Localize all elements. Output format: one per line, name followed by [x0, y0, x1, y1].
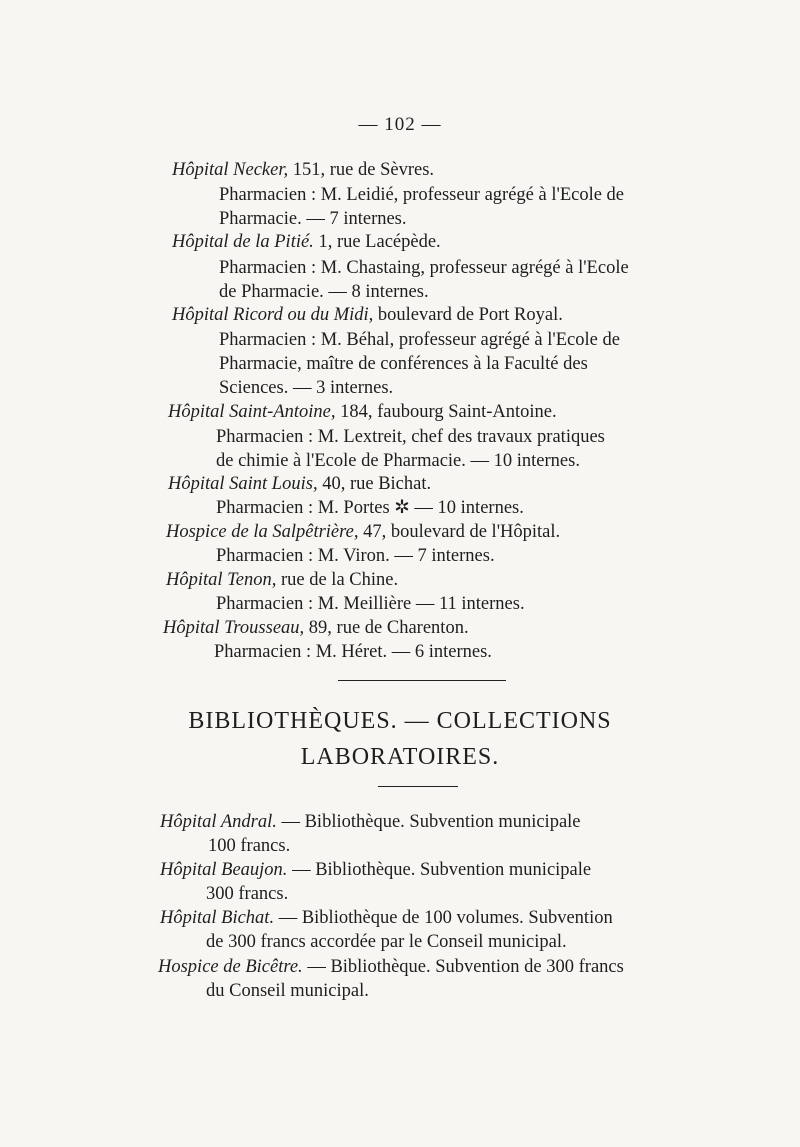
hospital-detail-line: Pharmacien : M. Meillière — 11 internes.	[216, 594, 525, 614]
library-description: — Bibliothèque. Subvention municipale	[287, 860, 592, 880]
library-detail-line: de 300 francs accordée par le Conseil municipal.	[206, 932, 567, 952]
hospital-heading	[172, 230, 441, 254]
library-entry-first-line	[160, 906, 613, 930]
library-hospital-name: Hospice de Bicêtre.	[158, 957, 303, 977]
library-hospital-name: Hôpital Bichat.	[160, 908, 275, 928]
hospital-detail-line: Pharmacie. — 7 internes.	[219, 209, 407, 229]
hospital-address: 47, boulevard de l'Hôpital.	[358, 522, 561, 542]
hospital-detail-line: Pharmacien : M. Béhal, professeur agrégé à l'Ecole de	[219, 330, 620, 350]
hospital-name: Hôpital Trousseau,	[163, 618, 305, 638]
hospital-detail-line: de Pharmacie. — 8 internes.	[219, 282, 429, 302]
heading-underline	[378, 786, 458, 787]
hospital-address: 151, rue de Sèvres.	[288, 160, 435, 180]
hospital-name: Hôpital Necker,	[172, 160, 289, 180]
hospital-address: 89, rue de Charenton.	[304, 618, 469, 638]
library-hospital-name: Hôpital Beaujon.	[160, 860, 288, 880]
hospital-heading	[168, 472, 431, 496]
library-detail-line: du Conseil municipal.	[206, 981, 369, 1001]
hospital-name: Hôpital Tenon,	[166, 570, 277, 590]
library-detail-line: 300 francs.	[206, 884, 289, 904]
hospital-detail-line: Pharmacien : M. Lextreit, chef des travaux pratiques	[216, 427, 605, 447]
hospital-address: 40, rue Bichat.	[317, 474, 432, 494]
hospital-address: 1, rue Lacépède.	[313, 232, 441, 252]
hospital-heading	[163, 616, 469, 640]
hospital-name: Hôpital Ricord ou du Midi,	[172, 305, 374, 325]
hospital-detail-line: Sciences. — 3 internes.	[219, 378, 394, 398]
hospital-heading	[166, 520, 560, 544]
hospital-name: Hospice de la Salpêtrière,	[166, 522, 359, 542]
hospital-detail-line: de chimie à l'Ecole de Pharmacie. — 10 internes.	[216, 451, 580, 471]
hospital-detail-line	[219, 183, 686, 207]
hospital-heading	[172, 158, 434, 182]
hospital-detail-line: Pharmacien : M. Portes ✲ — 10 internes.	[216, 498, 524, 518]
hospital-detail-text: Pharmacien : M. Leidié, professeur agrégé à l'Ecole de	[219, 185, 625, 205]
hospital-address: boulevard de Port Royal.	[373, 305, 563, 325]
hospital-detail-line: Pharmacie, maître de conférences à la Faculté des	[219, 354, 588, 374]
page-number: — 102 —	[358, 114, 442, 135]
hospital-name: Hôpital de la Pitié.	[172, 232, 314, 252]
section-heading: LABORATOIRES.	[300, 744, 500, 770]
library-entry-first-line	[158, 955, 624, 979]
hospital-heading	[168, 400, 557, 424]
hospital-name: Hôpital Saint-Antoine,	[168, 402, 336, 422]
hospital-heading	[172, 303, 563, 327]
hospital-address: rue de la Chine.	[276, 570, 399, 590]
section-divider	[338, 680, 506, 681]
hospital-name: Hôpital Saint Louis,	[168, 474, 318, 494]
section-heading: BIBLIOTHÈQUES. — COLLECTIONS	[188, 708, 612, 734]
hospital-detail-line: Pharmacien : M. Héret. — 6 internes.	[214, 642, 492, 662]
library-description: — Bibliothèque. Subvention municipale	[276, 812, 581, 832]
library-description: — Bibliothèque. Subvention de 300 francs	[302, 957, 624, 977]
library-entry-first-line	[160, 810, 581, 834]
library-hospital-name: Hôpital Andral.	[160, 812, 277, 832]
hospital-detail-line: Pharmacien : M. Viron. — 7 internes.	[216, 546, 495, 566]
library-detail-line: 100 francs.	[208, 836, 291, 856]
hospital-heading	[166, 568, 398, 592]
library-description: — Bibliothèque de 100 volumes. Subvention	[274, 908, 613, 928]
hospital-address: 184, faubourg Saint-Antoine.	[335, 402, 557, 422]
library-entry-first-line	[160, 858, 591, 882]
hospital-detail-line: Pharmacien : M. Chastaing, professeur agrégé à l'Ecole	[219, 258, 629, 278]
